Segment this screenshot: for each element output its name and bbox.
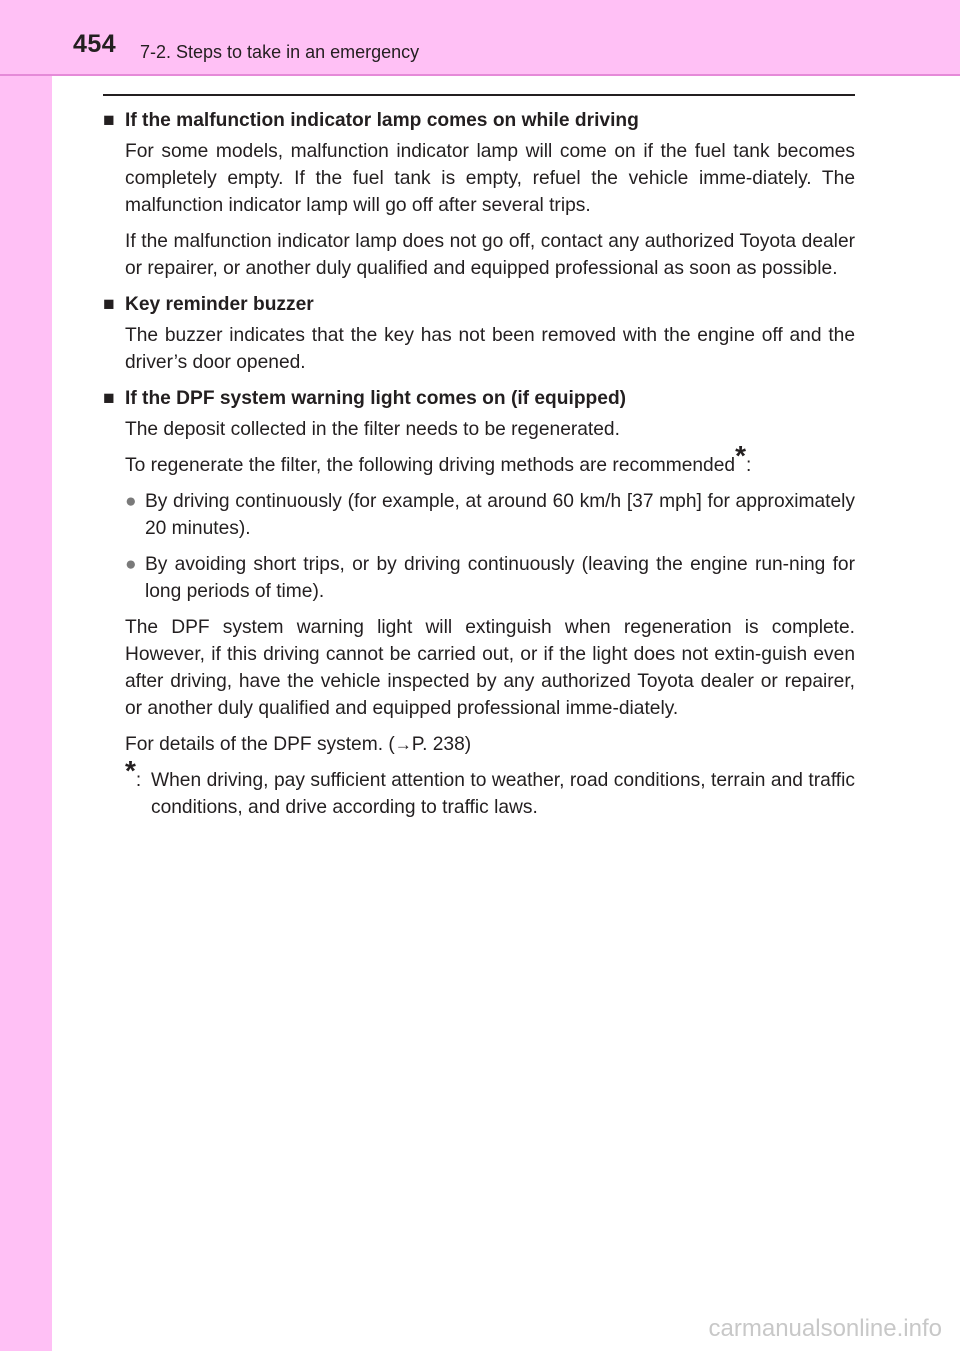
subheading — [103, 107, 855, 134]
footnote-mark — [125, 755, 151, 821]
paragraph: The DPF system warning light will extinguish when regeneration is complete. However, if this driving cannot be carried out, or if the light does not extin-guish even after driving, have the vehicle inspected by any authorized Toyota dealer or repairer, or another duly qualified and equipped professional imme-diately. — [125, 617, 855, 719]
subheading-text: If the DPF system warning light comes on (if equipped) — [125, 388, 627, 409]
subheading — [103, 291, 855, 318]
arrow-right-icon: → — [394, 735, 412, 754]
paragraph: The deposit collected in the filter needs to be regenerated. — [125, 419, 620, 440]
paragraph: The buzzer indicates that the key has not been removed with the engine off and the driver’s door opened. — [125, 325, 855, 373]
paragraph: For some models, malfunction indicator lamp will come on if the fuel tank becomes completely empty. If the fuel tank is empty, refuel the vehicle imme-diately. The malfunction indicator lamp will go off after several trips. — [125, 141, 855, 216]
paragraph: If the malfunction indicator lamp does not go off, contact any authorized Toyota dealer or repairer, or another duly qualified and equipped professional as soon as possible. — [125, 231, 855, 279]
subheading-text: If the malfunction indicator lamp comes on while driving — [125, 110, 639, 131]
list-item — [125, 488, 855, 542]
reference-text: For details of the DPF system. ( — [125, 734, 395, 755]
square-bullet-icon: ■ — [103, 110, 115, 131]
reference-page: P. 238) — [411, 734, 472, 755]
intro-colon: : — [745, 455, 752, 476]
list-item-text: By avoiding short trips, or by driving continuously (leaving the engine run-ning for long periods of time). — [145, 554, 855, 602]
page-content — [103, 107, 855, 821]
subheading-text: Key reminder buzzer — [125, 294, 314, 315]
page-reference — [125, 731, 855, 758]
watermark: carmanualsonline.info — [708, 1315, 942, 1342]
square-bullet-icon: ■ — [103, 294, 115, 315]
subheading — [103, 385, 855, 412]
circle-bullet-icon: ● — [125, 491, 137, 512]
list-item-text: By driving continuously (for example, at around 60 km/h [37 mph] for approximately 20 minutes). — [145, 491, 855, 539]
asterisk-icon: * — [125, 755, 136, 786]
page-number: 454 — [73, 30, 117, 58]
footnote — [125, 755, 855, 821]
footnote-colon: : — [135, 770, 142, 791]
header-divider — [0, 74, 960, 76]
paragraph-intro — [125, 440, 855, 479]
section-rule — [103, 94, 855, 96]
list-item — [125, 551, 855, 605]
asterisk-icon: * — [735, 440, 746, 471]
section-title: 7-2. Steps to take in an emergency — [140, 42, 420, 62]
side-tab-band — [0, 0, 52, 1351]
intro-text: To regenerate the filter, the following driving methods are recommended — [125, 455, 736, 476]
circle-bullet-icon: ● — [125, 554, 137, 575]
footnote-text: When driving, pay sufficient attention to weather, road conditions, terrain and traffic conditions, and drive according to traffic laws. — [151, 770, 855, 818]
square-bullet-icon: ■ — [103, 388, 115, 409]
